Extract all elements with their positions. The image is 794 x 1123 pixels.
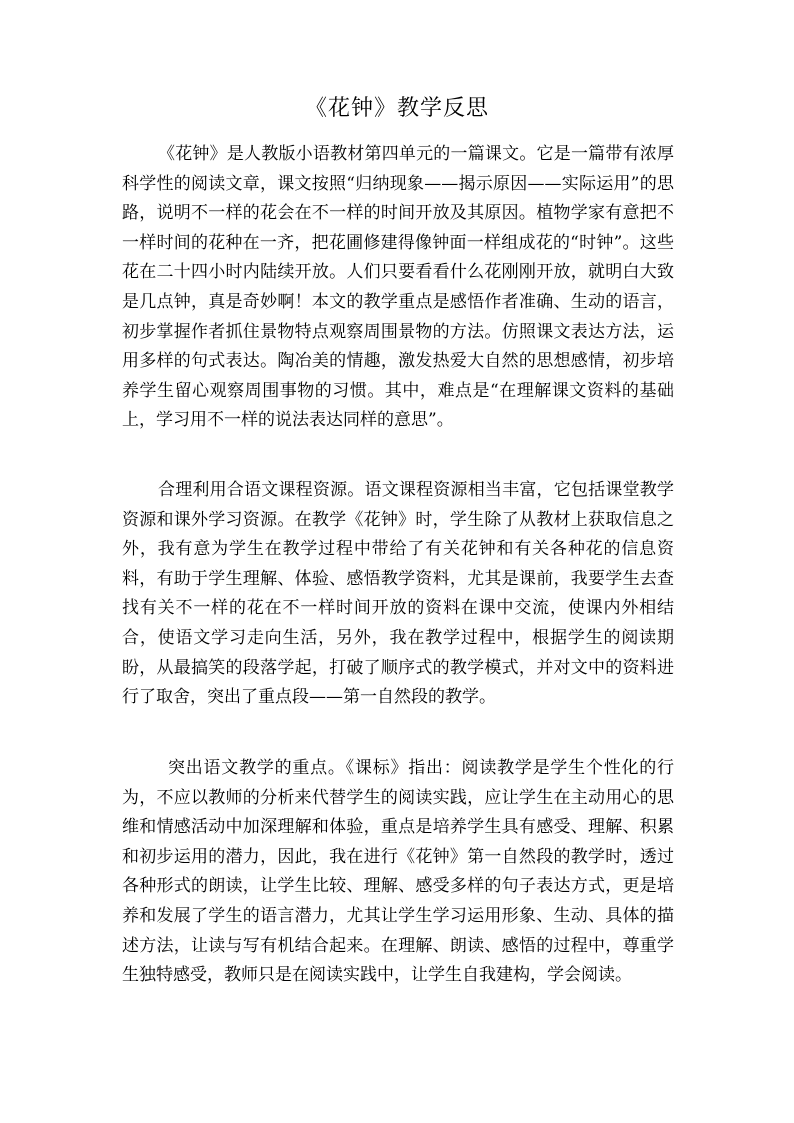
paragraph-3: 突出语文教学的重点。《课标》指出：阅读教学是学生个性化的行为，不应以教师的分析来代替学生的阅读实践，应让学生在主动用心的思维和情感活动中加深理解和体验，重点是培养学生具有感受、理解、积累和初步运用的潜力，因此，我在进行《花钟》第一自然段的教学时，透过各种形式的朗读，让学生比较、理解、感受多样的句子表达方式，更是培养和发展了学生的语言潜力，尤其让学生学习运用形象、生动、具体的描述方法，让读与写有机结合起来。在理解、朗读、感悟的过程中，尊重学生独特感受，教师只是在阅读实践中，让学生自我建构，学会阅读。 [122, 758, 674, 986]
paragraph-1: 《花钟》是人教版小语教材第四单元的一篇课文。它是一篇带有浓厚科学性的阅读文章，课文按照“归纳现象——揭示原因——实际运用”的思路，说明不一样的花会在不一样的时间开放及其原因。植物学家有意把不一样时间的花种在一齐，把花圃修建得像钟面一样组成花的“时钟”。这些花在二十四小时内陆续开放。人们只要看看什么花刚刚开放，就明白大致是几点钟，真是奇妙啊！本文的教学重点是感悟作者准确、生动的语言，初步掌握作者抓住景物特点观察周围景物的方法。仿照课文表达方法，运用多样的句式表达。陶冶美的情趣，激发热爱大自然的思想感情，初步培养学生留心观察周围事物的习惯。其中，难点是“在理解课文资料的基础上，学习用不一样的说法表达同样的意思”。 [122, 144, 674, 431]
document-title: 《花钟》教学反思 [304, 96, 489, 121]
paragraph-2: 合理利用合语文课程资源。语文课程资源相当丰富，它包括课堂教学资源和课外学习资源。在教学《花钟》时，学生除了从教材上获取信息之外，我有意为学生在教学过程中带给了有关花钟和有关各种花的信息资料，有助于学生理解、体验、感悟教学资料，尤其是课前，我要学生去查找有关不一样的花在不一样时间开放的资料在课中交流，使课内外相结合，使语文学习走向生活，另外，我在教学过程中，根据学生的阅读期盼，从最搞笑的段落学起，打破了顺序式的教学模式，并对文中的资料进行了取舍，突出了重点段——第一自然段的教学。 [122, 480, 674, 708]
